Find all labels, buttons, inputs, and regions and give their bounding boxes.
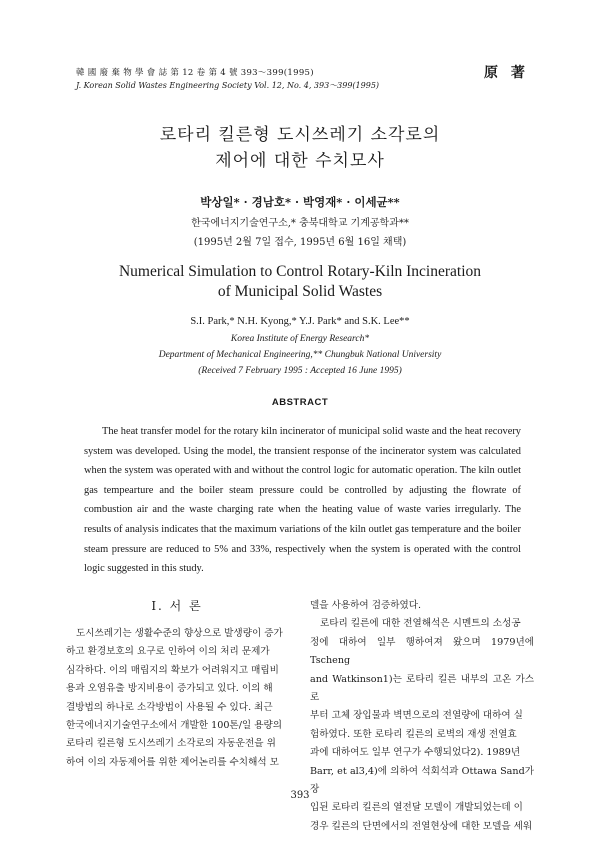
left-line: 한국에너지기술연구소에서 개발한 100톤/일 용량의 [66, 720, 283, 732]
left-line: 용과 오염유출 방지비용이 증가되고 있다. 이의 해 [66, 683, 273, 695]
right-line: Barr, et al3,4)에 의하여 석회석과 Ottawa Sand가 장 [310, 765, 534, 796]
left-line: 하여 이의 자동제어를 위한 제어논리를 수치해석 모 [66, 756, 279, 768]
left-column [66, 625, 288, 772]
journal-header-english: J. Korean Solid Wastes Engineering Society Vol. 12, No. 4, 393～399(1995) [76, 81, 380, 90]
korean-dates: (1995년 2월 7일 접수, 1995년 6월 16일 채택) [193, 237, 407, 248]
left-line: 결방법의 하나로 소각방법이 사용될 수 있다. 최근 [66, 701, 273, 713]
right-line: and Watkinson1)는 로타리 킬른 내부의 고온 가스로 [310, 673, 534, 704]
abstract-text: The heat transfer model for the rotary kiln incinerator of municipal solid waste and the heat recovery system was developed. Using the model, the transient response of the incinerator system was calculated when the system was operated with and without the control logic for automatic operation. The kiln outlet gas tempearture and the boiler steam pressure could be controlled by adjusting the flowrate of combustion air and the waste charging rate when the heating value of waste varies irregularly. The results of analysis indicates that the maximum variations of the kiln outlet gas temperature and the boiler steam pressure are reduced to 5% and 33%, respectively when the system is operated with the control logic suggested in this study. [84, 426, 521, 575]
korean-title [0, 122, 600, 174]
right-line: 부터 고체 장입물과 벽면으로의 전열량에 대하여 실 [310, 710, 523, 722]
english-title-line-1: Numerical Simulation to Control Rotary-Kiln Incineration [118, 263, 482, 280]
journal-header-korean: 韓 國 廢 棄 物 學 會 誌 第 12 卷 第 4 號 393～399(1995) [76, 68, 314, 78]
left-line: 로타리 킬른형 도시쓰레기 소각로의 자동운전을 위 [66, 738, 276, 750]
english-authors: S.I. Park,* N.H. Kyong,* Y.J. Park* and S.K. Lee** [190, 316, 410, 327]
english-title-line-2: of Municipal Solid Wastes [217, 283, 383, 300]
english-title [0, 262, 600, 302]
right-line: 정에 대하여 일부 행하여져 왔으며 1979년에 Tscheng [310, 636, 534, 667]
page-number: 393 [290, 790, 310, 801]
left-line: 심각하다. 이의 매립지의 확보가 어려워지고 매립비 [66, 664, 279, 676]
abstract-heading: ABSTRACT [271, 397, 329, 408]
korean-authors: 박상일* · 경남호* · 박영재* · 이세균** [200, 195, 400, 209]
english-affiliation-2: Department of Mechanical Engineering,** Chungbuk National University [158, 350, 442, 360]
abstract-body [84, 422, 521, 579]
korean-title-line-2: 제어에 대한 수치모사 [215, 151, 385, 171]
english-affiliation-1: Korea Institute of Energy Research* [230, 334, 370, 344]
left-line: 도시쓰레기는 생활수준의 향상으로 발생량이 증가 [76, 628, 283, 639]
korean-affiliation: 한국에너지기술연구소,* 충북대학교 기계공학과** [191, 218, 409, 229]
right-line: 로타리 킬른에 대한 전열해석은 시멘트의 소성공 [320, 618, 521, 630]
english-dates: (Received 7 February 1995 : Accepted 16 June 1995) [198, 366, 402, 376]
right-line: 과에 대하여도 일부 연구가 수행되었다2). 1989년 [310, 747, 521, 759]
article-type-badge: 原 著 [484, 65, 529, 81]
korean-title-line-1: 로타리 킬른형 도시쓰레기 소각로의 [159, 125, 441, 145]
section-heading-introduction: I. 서 론 [151, 599, 203, 613]
right-line: 경우 킬른의 단면에서의 전열현상에 대한 모델을 세워 [310, 820, 533, 832]
right-line: 험하였다. 또한 로타리 킬른의 로벽의 재생 전열효 [310, 728, 517, 740]
right-line: 델을 사용하여 검증하였다. [310, 600, 422, 611]
left-line: 하고 환경보호의 요구로 인하여 이의 처리 문제가 [66, 646, 270, 658]
right-line: 입된 로타리 킬른의 열전달 모델이 개발되었는데 이 [310, 802, 523, 814]
